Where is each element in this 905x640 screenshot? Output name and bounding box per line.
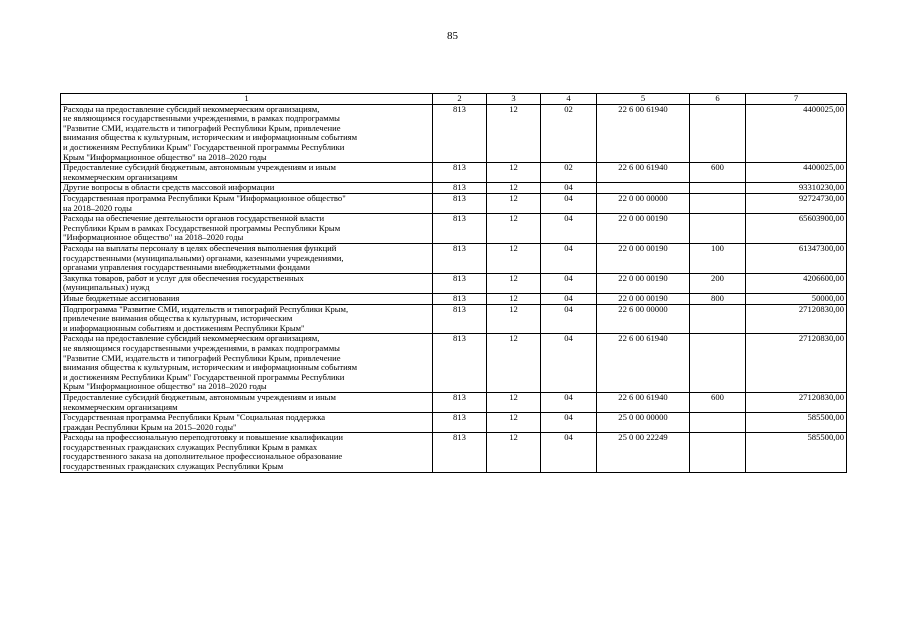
cell-amount: 27120830,00 <box>746 334 847 393</box>
cell-target-article: 25 0 00 00000 <box>597 413 690 433</box>
cell-amount: 585500,00 <box>746 413 847 433</box>
column-header: 6 <box>690 94 746 105</box>
cell-code-admin: 813 <box>433 243 487 273</box>
column-header: 5 <box>597 94 690 105</box>
cell-expense-type: 100 <box>690 243 746 273</box>
page-number: 85 <box>447 30 458 42</box>
table-row <box>61 334 847 393</box>
cell-subsection: 04 <box>541 214 597 244</box>
description-line: Расходы на выплаты персоналу в целях обеспечения выполнения функций <box>63 243 337 253</box>
row-description <box>61 293 433 304</box>
description-line: некоммерческим организациям <box>63 401 178 412</box>
description-line: не являющимся государственными учреждениями, в рамках подпрограммы <box>63 113 340 124</box>
cell-code-admin: 813 <box>433 304 487 334</box>
cell-target-article: 22 6 00 00000 <box>597 304 690 334</box>
description-line: некоммерческим организациям <box>63 171 178 182</box>
cell-target-article: 22 0 00 00190 <box>597 273 690 293</box>
description-line: государственных гражданских служащих Республики Крым в рамках <box>63 441 318 452</box>
description-line: "Развитие СМИ, издательств и типографий Республики Крым, привлечение <box>63 122 341 133</box>
cell-amount: 50000,00 <box>746 293 847 304</box>
cell-code-admin: 813 <box>433 334 487 393</box>
table-row <box>61 304 847 334</box>
table-row <box>61 183 847 194</box>
cell-target-article: 22 0 00 00190 <box>597 243 690 273</box>
row-description <box>61 243 433 273</box>
row-description <box>61 413 433 433</box>
row-description <box>61 273 433 293</box>
cell-section: 12 <box>487 433 541 472</box>
cell-code-admin: 813 <box>433 433 487 472</box>
cell-code-admin: 813 <box>433 163 487 183</box>
cell-subsection: 04 <box>541 392 597 412</box>
cell-subsection: 04 <box>541 413 597 433</box>
cell-code-admin: 813 <box>433 104 487 163</box>
cell-subsection: 04 <box>541 304 597 334</box>
cell-expense-type <box>690 214 746 244</box>
cell-expense-type: 200 <box>690 273 746 293</box>
cell-target-article: 22 6 00 61940 <box>597 392 690 412</box>
description-line: "Развитие СМИ, издательств и типографий Республики Крым, привлечение <box>63 352 341 363</box>
cell-expense-type <box>690 183 746 194</box>
cell-subsection: 04 <box>541 243 597 273</box>
column-header: 1 <box>61 94 433 105</box>
description-line: "Информационное общество" на 2018–2020 годы <box>63 232 244 243</box>
cell-expense-type: 600 <box>690 392 746 412</box>
description-line: органами управления государственными внебюджетными фондами <box>63 262 311 273</box>
cell-section: 12 <box>487 214 541 244</box>
description-line: Республики Крым в рамках Государственной программы Республики Крым <box>63 222 341 233</box>
cell-subsection: 04 <box>541 433 597 472</box>
cell-subsection: 04 <box>541 273 597 293</box>
cell-subsection: 04 <box>541 293 597 304</box>
cell-code-admin: 813 <box>433 183 487 194</box>
cell-expense-type: 800 <box>690 293 746 304</box>
cell-code-admin: 813 <box>433 293 487 304</box>
cell-expense-type <box>690 334 746 393</box>
cell-target-article: 22 6 00 61940 <box>597 163 690 183</box>
cell-amount: 4206600,00 <box>746 273 847 293</box>
cell-amount: 585500,00 <box>746 433 847 472</box>
description-line: Предоставление субсидий бюджетным, автономным учреждениям и иным <box>63 162 336 173</box>
cell-target-article: 22 0 00 00000 <box>597 193 690 213</box>
table-row <box>61 273 847 293</box>
cell-code-admin: 813 <box>433 214 487 244</box>
cell-expense-type: 600 <box>690 163 746 183</box>
description-line: Иные бюджетные ассигнования <box>63 293 180 303</box>
cell-amount: 92724730,00 <box>746 193 847 213</box>
cell-amount: 65603900,00 <box>746 214 847 244</box>
description-line: привлечение внимания общества к культурным, историческим <box>63 313 293 324</box>
cell-target-article: 22 6 00 61940 <box>597 104 690 163</box>
description-line: внимания общества к культурным, историческим и информационным событиям <box>63 132 358 143</box>
cell-amount: 93310230,00 <box>746 183 847 194</box>
table-row <box>61 392 847 412</box>
description-line: Предоставление субсидий бюджетным, автономным учреждениям и иным <box>63 392 336 402</box>
row-description <box>61 433 433 472</box>
description-line: не являющимся государственными учреждениями, в рамках подпрограммы <box>63 342 340 353</box>
cell-expense-type <box>690 104 746 163</box>
cell-section: 12 <box>487 304 541 334</box>
row-description <box>61 104 433 163</box>
cell-target-article: 25 0 00 22249 <box>597 433 690 472</box>
description-line: Другие вопросы в области средств массовой информации <box>63 182 275 193</box>
description-line: Расходы на предоставление субсидий некоммерческим организациям, <box>63 104 320 114</box>
description-line: Расходы на предоставление субсидий некоммерческим организациям, <box>63 333 320 344</box>
table-header-row <box>61 94 847 105</box>
cell-amount: 61347300,00 <box>746 243 847 273</box>
cell-section: 12 <box>487 413 541 433</box>
cell-code-admin: 813 <box>433 273 487 293</box>
description-line: Расходы на профессиональную переподготовку и повышение квалификации <box>63 432 343 443</box>
cell-expense-type <box>690 193 746 213</box>
table-row <box>61 243 847 273</box>
cell-code-admin: 813 <box>433 193 487 213</box>
column-header: 7 <box>746 94 847 105</box>
cell-section: 12 <box>487 392 541 412</box>
column-header: 3 <box>487 94 541 105</box>
cell-section: 12 <box>487 293 541 304</box>
cell-subsection: 04 <box>541 193 597 213</box>
row-description <box>61 183 433 194</box>
table-row <box>61 293 847 304</box>
table-row <box>61 433 847 472</box>
cell-target-article: 22 0 00 00190 <box>597 214 690 244</box>
table-row <box>61 163 847 183</box>
cell-subsection: 04 <box>541 334 597 393</box>
cell-subsection: 04 <box>541 183 597 194</box>
cell-amount: 27120830,00 <box>746 392 847 412</box>
cell-expense-type <box>690 413 746 433</box>
cell-expense-type <box>690 304 746 334</box>
budget-table <box>60 93 847 473</box>
cell-section: 12 <box>487 163 541 183</box>
row-description <box>61 304 433 334</box>
cell-section: 12 <box>487 334 541 393</box>
cell-target-article <box>597 183 690 194</box>
row-description <box>61 392 433 412</box>
column-header: 2 <box>433 94 487 105</box>
description-line: Государственная программа Республики Крым "Социальная поддержка <box>63 412 326 423</box>
cell-expense-type <box>690 433 746 472</box>
description-line: и информационным событиям и достижениям Республики Крым" <box>63 322 305 333</box>
description-line: Расходы на обеспечение деятельности органов государственной власти <box>63 213 325 224</box>
cell-section: 12 <box>487 104 541 163</box>
description-line: Крым "Информационное общество" на 2018–2020 годы <box>63 381 267 392</box>
description-line: и достижениям Республики Крым" Государственной программы Республики <box>63 141 345 152</box>
table-row <box>61 413 847 433</box>
cell-subsection: 02 <box>541 104 597 163</box>
cell-section: 12 <box>487 183 541 194</box>
row-description <box>61 334 433 393</box>
cell-section: 12 <box>487 273 541 293</box>
description-line: и достижениям Республики Крым" Государственной программы Республики <box>63 371 345 382</box>
row-description <box>61 163 433 183</box>
cell-amount: 4400025,00 <box>746 163 847 183</box>
description-line: государственного заказа на дополнительное профессиональное образование <box>63 451 343 462</box>
table-row <box>61 104 847 163</box>
table-row <box>61 193 847 213</box>
cell-subsection: 02 <box>541 163 597 183</box>
cell-code-admin: 813 <box>433 413 487 433</box>
description-line: Государственная программа Республики Крым "Информационное общество" <box>63 193 346 203</box>
description-line: Закупка товаров, работ и услуг для обеспечения государственных <box>63 273 304 283</box>
cell-section: 12 <box>487 193 541 213</box>
cell-section: 12 <box>487 243 541 273</box>
cell-target-article: 22 0 00 00190 <box>597 293 690 304</box>
description-line: (муниципальных) нужд <box>63 282 150 293</box>
row-description <box>61 214 433 244</box>
description-line: государственных гражданских служащих Республики Крым <box>63 461 284 472</box>
description-line: на 2018–2020 годы <box>63 202 132 213</box>
column-header: 4 <box>541 94 597 105</box>
description-line: Подпрограмма "Развитие СМИ, издательств и типографий Республики Крым, <box>63 304 349 314</box>
description-line: государственными (муниципальными) органами, казенными учреждениями, <box>63 252 344 263</box>
description-line: граждан Республики Крым на 2015–2020 годы" <box>63 421 237 432</box>
description-line: Крым "Информационное общество" на 2018–2020 годы <box>63 151 267 162</box>
cell-code-admin: 813 <box>433 392 487 412</box>
description-line: внимания общества к культурным, историческим и информационным событиям <box>63 362 358 373</box>
cell-target-article: 22 6 00 61940 <box>597 334 690 393</box>
cell-amount: 27120830,00 <box>746 304 847 334</box>
cell-amount: 4400025,00 <box>746 104 847 163</box>
table-row <box>61 214 847 244</box>
row-description <box>61 193 433 213</box>
